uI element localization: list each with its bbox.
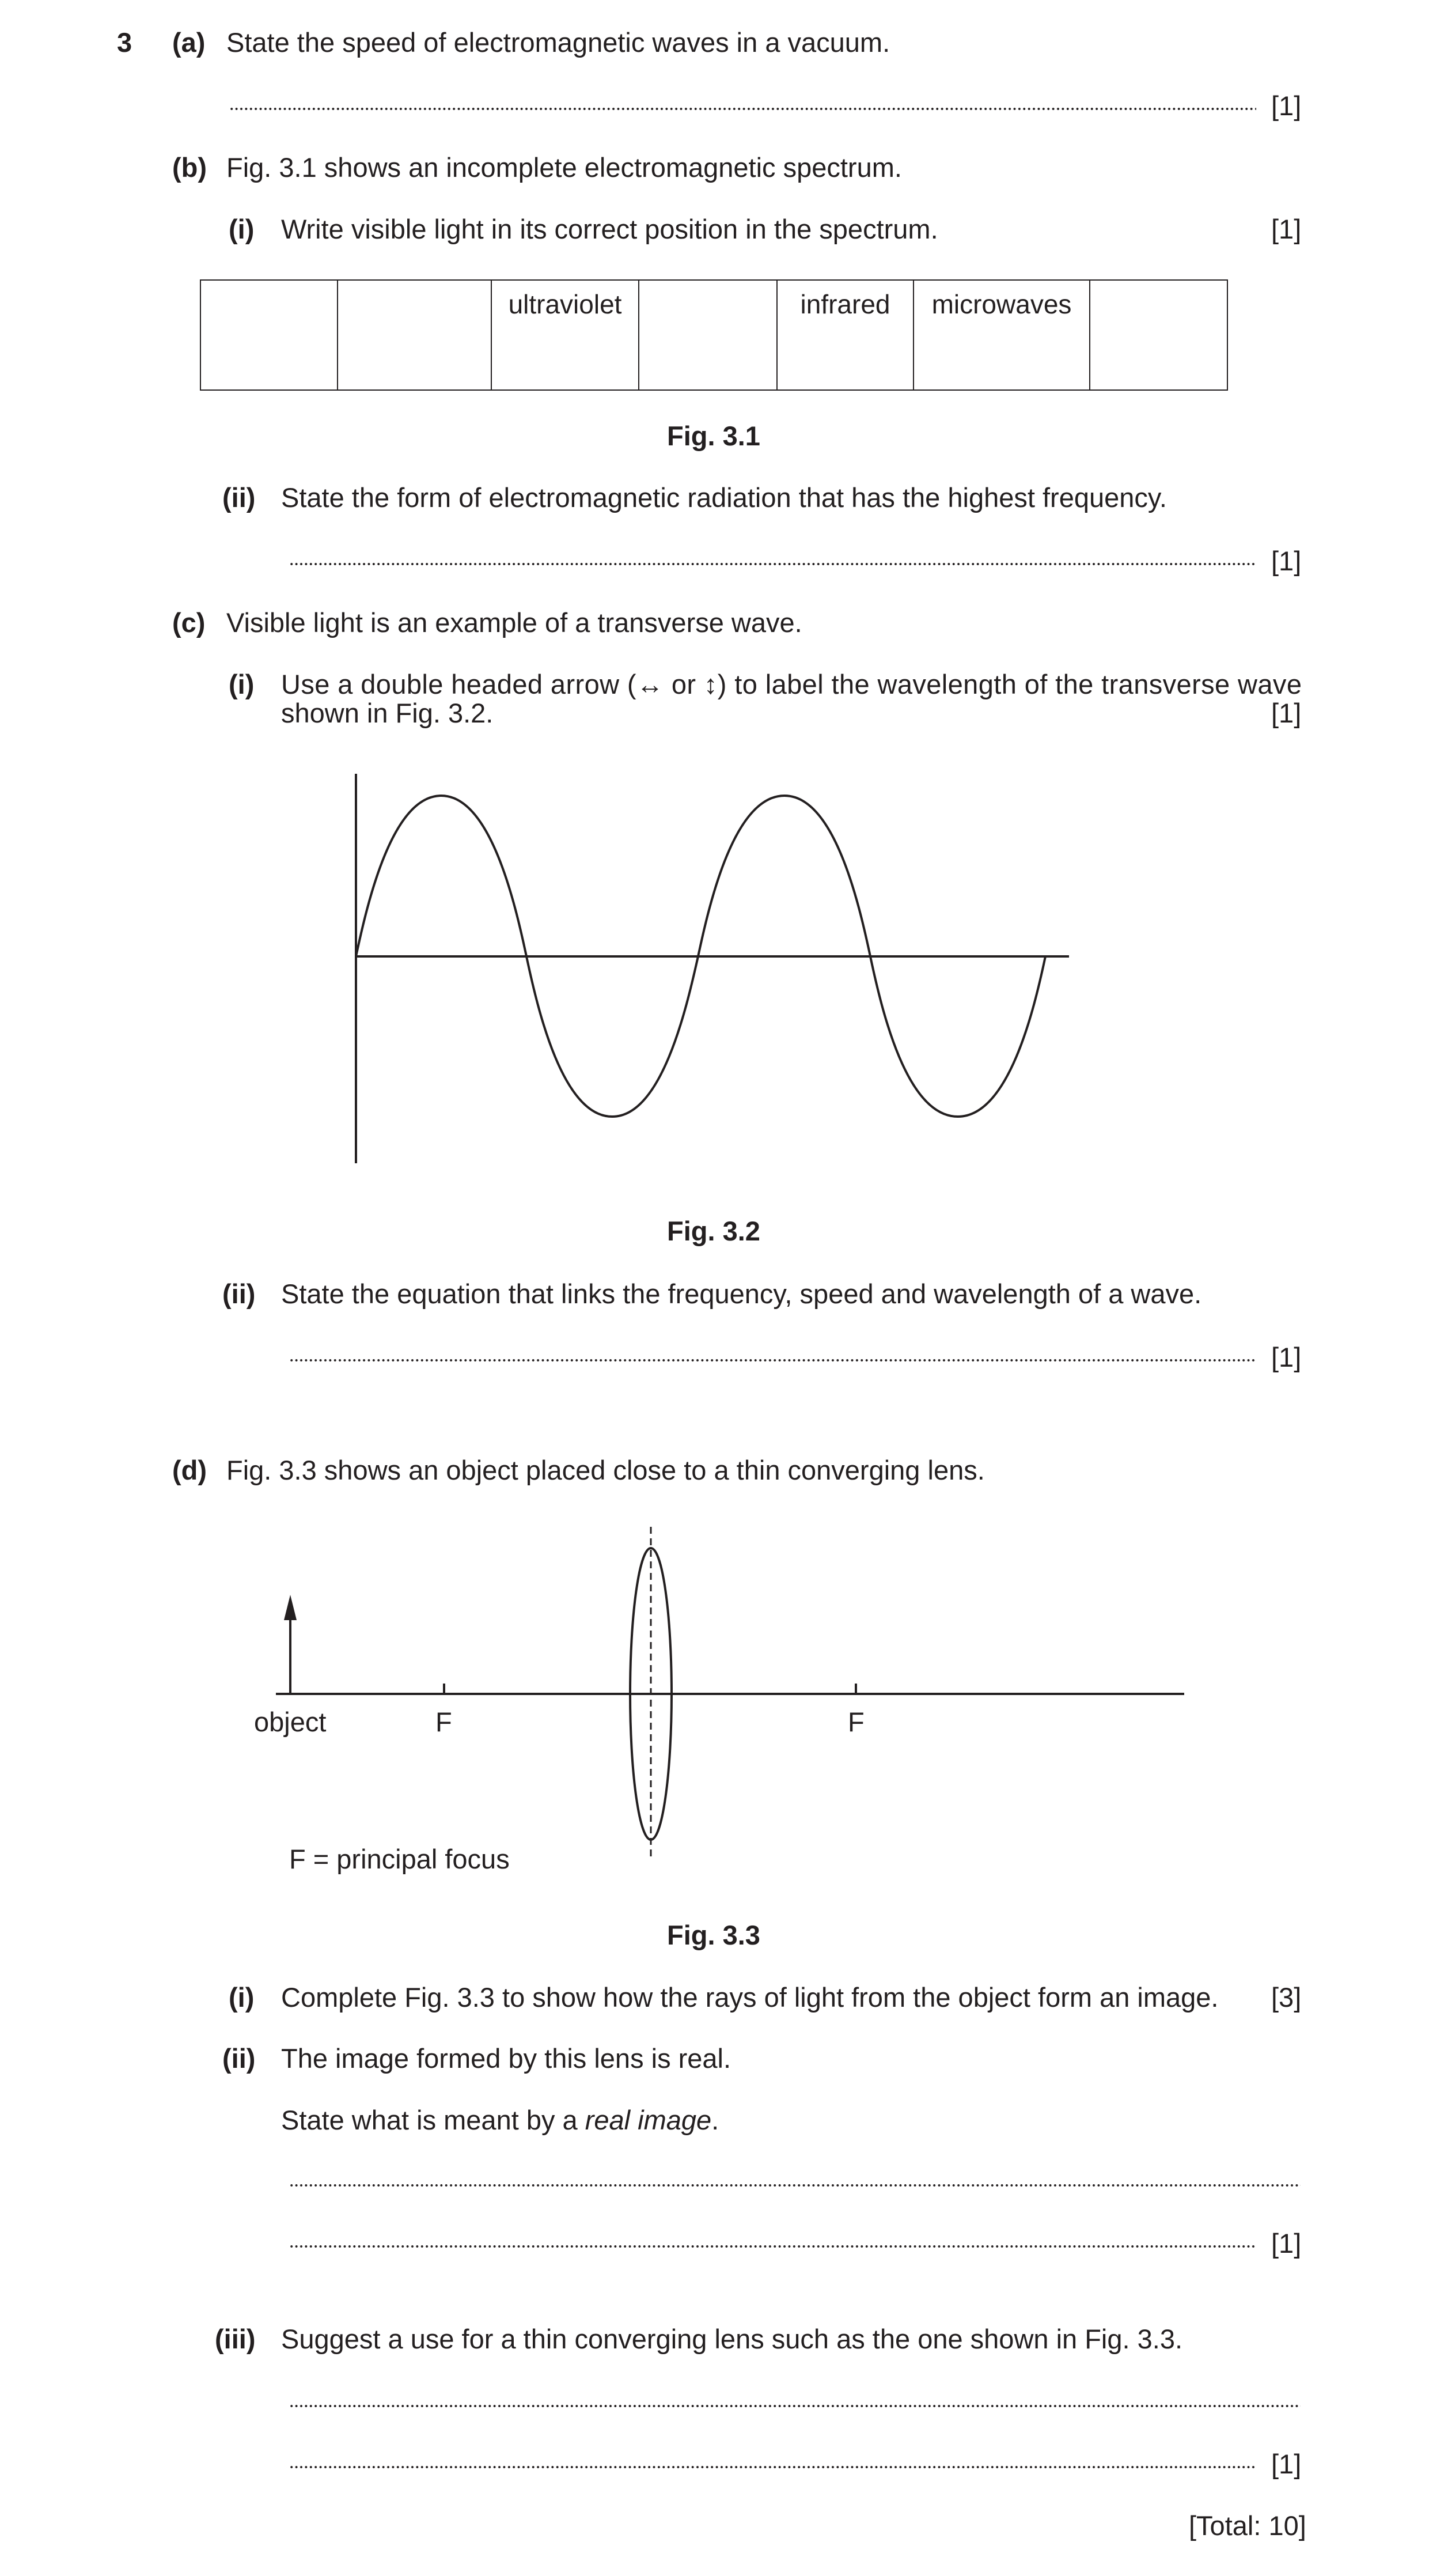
part-d-ii-label: (ii) [222, 2043, 256, 2074]
converging-lens [630, 1548, 672, 1840]
fig-3-3-lens-diagram [276, 1527, 1184, 1861]
part-d-i-label: (i) [229, 1982, 255, 2013]
answer-line-d-iii-2[interactable] [289, 2465, 1256, 2469]
answer-line-d-ii-1[interactable] [289, 2184, 1301, 2187]
part-d-iii-text: Suggest a use for a thin converging lens such as the one shown in Fig. 3.3. [281, 2324, 1183, 2354]
focus-label-right: F [848, 1707, 865, 1737]
part-b-label: (b) [172, 152, 207, 183]
spectrum-cell-microwaves: microwaves [914, 280, 1090, 390]
part-c-text: Visible light is an example of a transverse wave. [226, 607, 802, 638]
part-b-text: Fig. 3.1 shows an incomplete electromagnetic spectrum. [226, 152, 902, 183]
spectrum-cell-7[interactable] [1090, 280, 1227, 390]
focus-label-left: F [435, 1707, 452, 1737]
answer-line-a[interactable] [229, 107, 1256, 111]
answer-line-b-ii[interactable] [289, 562, 1256, 566]
part-a-label: (a) [172, 27, 206, 58]
part-c-ii-text: State the equation that links the frequency, speed and wavelength of a wave. [281, 1278, 1202, 1309]
spectrum-cell-4[interactable] [639, 280, 777, 390]
total-marks: [Total: 10] [1189, 2510, 1306, 2541]
part-d-iii-marks: [1] [1271, 2449, 1302, 2479]
spectrum-cell-ultraviolet: ultraviolet [491, 280, 639, 390]
part-c-i-marks: [1] [1271, 698, 1302, 728]
answer-line-d-ii-2[interactable] [289, 2245, 1256, 2248]
part-a-marks: [1] [1271, 90, 1302, 121]
part-c-i-text-line1: Use a double headed arrow (↔ or ↕) to label the wavelength of the transverse wave [281, 669, 1302, 699]
part-a-text: State the speed of electromagnetic waves in a vacuum. [226, 27, 890, 58]
part-b-i-text: Write visible light in its correct position in the spectrum. [281, 214, 938, 244]
transverse-wave-curve [356, 796, 1045, 1117]
part-b-ii-text: State the form of electromagnetic radiation that has the highest frequency. [281, 482, 1167, 513]
part-c-ii-label: (ii) [222, 1278, 256, 1309]
part-d-label: (d) [172, 1455, 207, 1485]
question-number: 3 [117, 27, 132, 58]
part-d-ii-prompt [281, 2106, 719, 2134]
answer-line-c-ii[interactable] [289, 1359, 1256, 1362]
prompt-end: . [711, 2105, 719, 2135]
part-d-text: Fig. 3.3 shows an object placed close to a thin converging lens. [226, 1455, 985, 1485]
part-c-label: (c) [172, 607, 206, 638]
part-d-iii-label: (iii) [215, 2324, 256, 2354]
em-spectrum-table [200, 279, 1228, 391]
part-c-ii-marks: [1] [1271, 1342, 1302, 1372]
part-b-ii-marks: [1] [1271, 546, 1302, 576]
part-b-i-marks: [1] [1271, 214, 1302, 244]
object-arrowhead [284, 1595, 297, 1620]
fig-3-3-caption: Fig. 3.3 [667, 1920, 760, 1950]
focus-key: F = principal focus [289, 1844, 510, 1874]
part-d-i-marks: [3] [1271, 1982, 1302, 2013]
spectrum-cell-infrared: infrared [777, 280, 914, 390]
part-c-i-label: (i) [229, 669, 255, 699]
answer-line-d-iii-1[interactable] [289, 2404, 1301, 2408]
prompt-start: State what is meant by a [281, 2105, 585, 2135]
part-b-ii-label: (ii) [222, 482, 256, 513]
fig-3-2-caption: Fig. 3.2 [667, 1216, 760, 1246]
part-d-i-text: Complete Fig. 3.3 to show how the rays of light from the object form an image. [281, 1982, 1219, 2013]
part-b-i-label: (i) [229, 214, 255, 244]
fig-3-1-caption: Fig. 3.1 [667, 421, 760, 451]
spectrum-cell-1[interactable] [200, 280, 338, 390]
fig-3-2-wave-diagram [356, 774, 1069, 1163]
prompt-italic-term: real image [585, 2105, 712, 2135]
part-d-ii-text: The image formed by this lens is real. [281, 2043, 731, 2074]
spectrum-cell-2[interactable] [338, 280, 491, 390]
part-d-ii-marks: [1] [1271, 2228, 1302, 2259]
part-c-i-text-line2: shown in Fig. 3.2. [281, 698, 494, 728]
object-label: object [254, 1707, 327, 1737]
